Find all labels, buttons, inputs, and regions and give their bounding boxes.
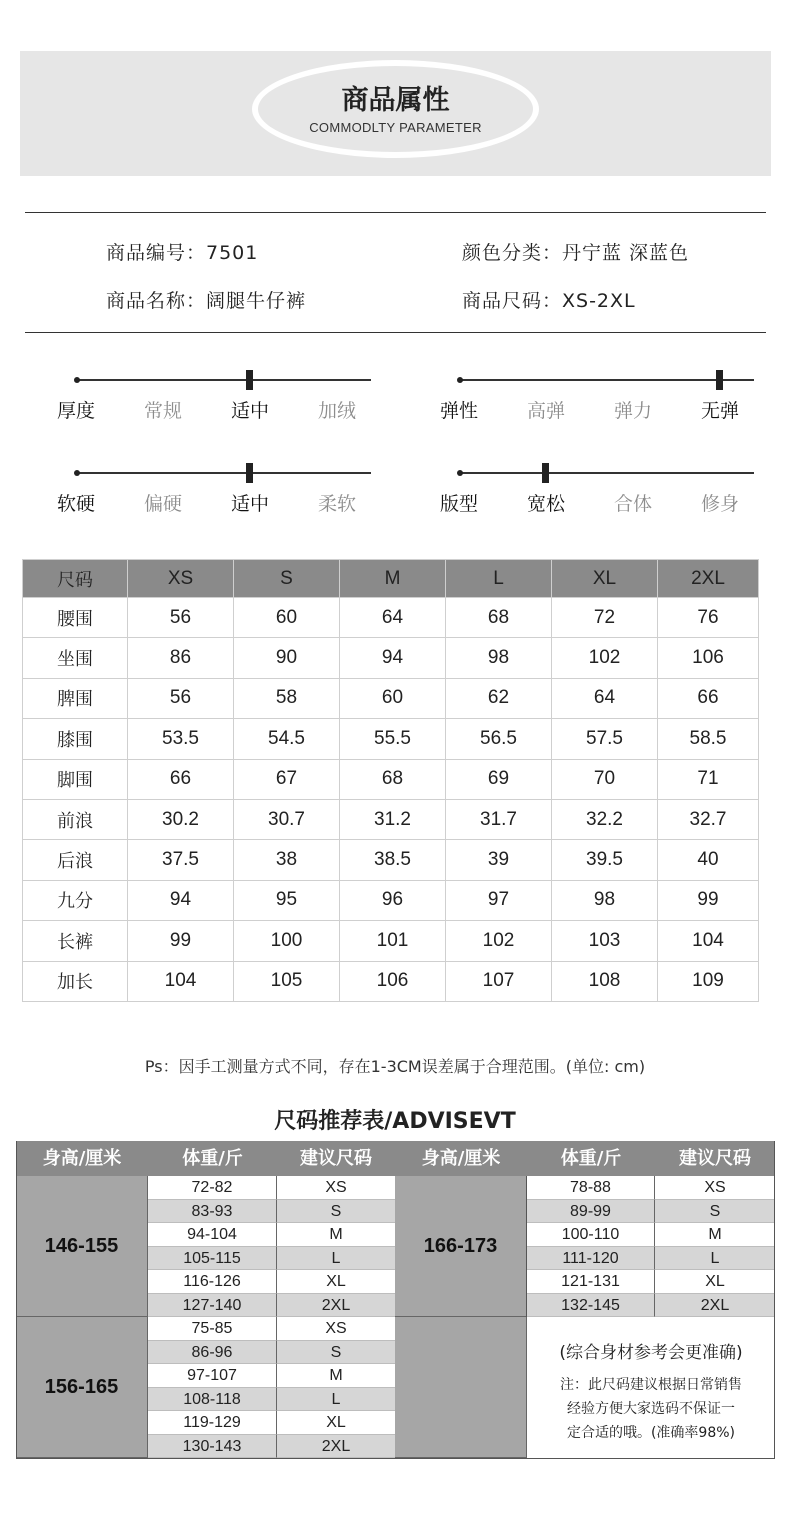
measure-value: 66 [658, 678, 759, 718]
suggested-size: L [277, 1388, 395, 1412]
suggested-size: M [655, 1223, 775, 1247]
suggested-size: 2XL [277, 1294, 395, 1318]
measure-value: 64 [552, 678, 658, 718]
measure-value: 31.2 [340, 799, 446, 839]
measure-value: 64 [340, 598, 446, 638]
measure-value: 40 [658, 840, 759, 880]
measure-value: 99 [658, 880, 759, 920]
weight-range: 100-110 [527, 1223, 655, 1247]
suggested-size: L [277, 1247, 395, 1271]
suggested-size: XS [277, 1317, 395, 1341]
measure-name: 前浪 [23, 799, 128, 839]
scale-option: 柔软 [318, 493, 357, 515]
weight-range: 108-118 [148, 1388, 277, 1412]
size-header-cell: XS [128, 560, 234, 598]
scale-selected-marker [716, 370, 723, 390]
suggested-size: XL [277, 1270, 395, 1294]
measure-value: 106 [340, 961, 446, 1001]
scale-label-name: 软硬 [57, 493, 96, 515]
measure-value: 39.5 [552, 840, 658, 880]
recommend-header-cell: 体重/斤 [527, 1141, 655, 1176]
table-row [23, 799, 759, 839]
measure-value: 102 [446, 921, 552, 961]
measure-value: 67 [234, 759, 340, 799]
scale-option: 宽松 [527, 493, 566, 515]
measure-value: 71 [658, 759, 759, 799]
table-row [23, 678, 759, 718]
scale-selected-marker [246, 463, 253, 483]
scale-option: 合体 [614, 493, 653, 515]
scale-start-dot [457, 470, 463, 476]
scale-selected-marker [542, 463, 549, 483]
size-header-cell: XL [552, 560, 658, 598]
recommend-header-cell: 身高/厘米 [16, 1141, 148, 1176]
scale-label-name: 弹性 [440, 400, 479, 422]
weight-range: 127-140 [148, 1294, 277, 1318]
weight-range: 130-143 [148, 1435, 277, 1459]
divider-bottom [25, 332, 766, 333]
size-header-cell: 2XL [658, 560, 759, 598]
measure-name: 加长 [23, 961, 128, 1001]
weight-range: 119-129 [148, 1411, 277, 1435]
scale-start-dot [457, 377, 463, 383]
measure-value: 54.5 [234, 719, 340, 759]
table-border-mid [526, 1176, 527, 1317]
table-row [23, 880, 759, 920]
weight-range: 94-104 [148, 1223, 277, 1247]
measure-value: 55.5 [340, 719, 446, 759]
table-row [23, 840, 759, 880]
size-header-cell: S [234, 560, 340, 598]
measure-value: 108 [552, 961, 658, 1001]
scale-option: 适中 [231, 400, 270, 422]
suggested-size: M [277, 1223, 395, 1247]
table-border-left [16, 1141, 17, 1459]
measure-value: 95 [234, 880, 340, 920]
recommend-table [16, 1141, 775, 1459]
page-subtitle: COMMODLTY PARAMETER [309, 120, 482, 135]
measure-value: 90 [234, 638, 340, 678]
size-table [22, 559, 759, 1002]
measure-value: 39 [446, 840, 552, 880]
weight-range: 121-131 [527, 1270, 655, 1294]
suggested-size: S [655, 1200, 775, 1224]
scale-option: 弹力 [614, 400, 653, 422]
measure-value: 68 [446, 598, 552, 638]
measure-name: 脚围 [23, 759, 128, 799]
measure-name: 长裤 [23, 921, 128, 961]
table-row [23, 719, 759, 759]
weight-range: 78-88 [527, 1176, 655, 1200]
recommend-title: 尺码推荐表/ADVISEVT [274, 1109, 516, 1134]
recommend-note-line: 定合适的哦。(准确率98%) [566, 1425, 736, 1441]
measure-value: 53.5 [128, 719, 234, 759]
measure-value: 58.5 [658, 719, 759, 759]
scale-start-dot [74, 470, 80, 476]
recommend-note-title: (综合身材参考会更准确) [559, 1343, 743, 1363]
size-header-cell: M [340, 560, 446, 598]
measure-value: 106 [658, 638, 759, 678]
measure-value: 66 [128, 759, 234, 799]
measure-value: 32.7 [658, 799, 759, 839]
scale-option: 高弹 [527, 400, 566, 422]
measure-value: 104 [128, 961, 234, 1001]
recommend-header-cell: 建议尺码 [655, 1141, 775, 1176]
measure-value: 30.2 [128, 799, 234, 839]
suggested-size: M [277, 1364, 395, 1388]
scale-track [76, 472, 371, 474]
measure-value: 60 [340, 678, 446, 718]
measure-value: 38.5 [340, 840, 446, 880]
measure-value: 102 [552, 638, 658, 678]
table-border-right [774, 1141, 775, 1459]
measure-value: 96 [340, 880, 446, 920]
weight-range: 75-85 [148, 1317, 277, 1341]
measure-value: 98 [552, 880, 658, 920]
measure-value: 101 [340, 921, 446, 961]
height-range: 166-173 [395, 1176, 527, 1317]
color-category: 颜色分类：丹宁蓝 深蓝色 [462, 242, 690, 264]
table-row [23, 961, 759, 1001]
measure-name: 脾围 [23, 678, 128, 718]
measure-value: 97 [446, 880, 552, 920]
measure-value: 68 [340, 759, 446, 799]
size-header-cell: L [446, 560, 552, 598]
measure-name: 腰围 [23, 598, 128, 638]
measure-value: 105 [234, 961, 340, 1001]
scale-track [76, 379, 371, 381]
height-range: 146-155 [16, 1176, 148, 1317]
suggested-size: 2XL [655, 1294, 775, 1318]
scale-option: 无弹 [701, 400, 740, 422]
suggested-size: S [277, 1341, 395, 1365]
suggested-size: XS [277, 1176, 395, 1200]
scale-selected-marker [246, 370, 253, 390]
measure-name: 膝围 [23, 719, 128, 759]
weight-range: 83-93 [148, 1200, 277, 1224]
scale-label-name: 厚度 [57, 400, 96, 422]
recommend-note-line: 注：此尺码建议根据日常销售 [560, 1377, 742, 1393]
measure-name: 坐围 [23, 638, 128, 678]
measure-value: 107 [446, 961, 552, 1001]
measure-value: 56 [128, 678, 234, 718]
recommend-header-cell: 身高/厘米 [395, 1141, 527, 1176]
table-border-bottom [16, 1458, 775, 1459]
scale-start-dot [74, 377, 80, 383]
weight-range: 132-145 [527, 1294, 655, 1318]
size-header-cell: 尺码 [23, 560, 128, 598]
item-number: 商品编号：7501 [106, 242, 259, 264]
table-row [23, 921, 759, 961]
weight-range: 97-107 [148, 1364, 277, 1388]
weight-range: 89-99 [527, 1200, 655, 1224]
item-name: 商品名称：阔腿牛仔裤 [106, 290, 307, 312]
measure-name: 九分 [23, 880, 128, 920]
measure-value: 109 [658, 961, 759, 1001]
weight-range: 105-115 [148, 1247, 277, 1271]
measure-value: 37.5 [128, 840, 234, 880]
divider-top [25, 212, 766, 213]
scale-option: 修身 [701, 493, 740, 515]
measure-value: 70 [552, 759, 658, 799]
suggested-size: L [655, 1247, 775, 1271]
recommend-header-cell: 建议尺码 [277, 1141, 395, 1176]
weight-range: 72-82 [148, 1176, 277, 1200]
weight-range: 86-96 [148, 1341, 277, 1365]
scale-track [459, 472, 754, 474]
measure-value: 57.5 [552, 719, 658, 759]
weight-range: 111-120 [527, 1247, 655, 1271]
measure-value: 99 [128, 921, 234, 961]
measure-value: 86 [128, 638, 234, 678]
measure-value: 94 [340, 638, 446, 678]
measure-value: 56.5 [446, 719, 552, 759]
measure-value: 58 [234, 678, 340, 718]
size-table-header [23, 560, 759, 598]
measure-value: 94 [128, 880, 234, 920]
suggested-size: XS [655, 1176, 775, 1200]
measure-value: 32.2 [552, 799, 658, 839]
measurement-note: Ps：因手工测量方式不同，存在1-3CM误差属于合理范围。(单位: cm) [144, 1057, 646, 1076]
suggested-size: 2XL [277, 1435, 395, 1459]
suggested-size: S [277, 1200, 395, 1224]
scale-option: 常规 [144, 400, 183, 422]
measure-name: 后浪 [23, 840, 128, 880]
table-row [23, 638, 759, 678]
measure-value: 56 [128, 598, 234, 638]
measure-value: 98 [446, 638, 552, 678]
suggested-size: XL [277, 1411, 395, 1435]
recommend-note-line: 经验方便大家选码不保证一 [567, 1401, 735, 1417]
measure-value: 31.7 [446, 799, 552, 839]
empty-height-block [395, 1317, 527, 1458]
scale-label-name: 版型 [440, 493, 479, 515]
measure-value: 62 [446, 678, 552, 718]
suggested-size: XL [655, 1270, 775, 1294]
measure-value: 104 [658, 921, 759, 961]
measure-value: 103 [552, 921, 658, 961]
measure-value: 76 [658, 598, 759, 638]
measure-value: 60 [234, 598, 340, 638]
measure-value: 100 [234, 921, 340, 961]
scale-option: 加绒 [318, 400, 357, 422]
height-range: 156-165 [16, 1317, 148, 1458]
scale-option: 偏硬 [144, 493, 183, 515]
recommend-header-cell: 体重/斤 [148, 1141, 277, 1176]
scale-track [459, 379, 754, 381]
page-title: 商品属性 [341, 85, 450, 116]
weight-range: 116-126 [148, 1270, 277, 1294]
table-row [23, 598, 759, 638]
item-size-range: 商品尺码：XS-2XL [462, 290, 636, 312]
measure-value: 72 [552, 598, 658, 638]
table-row [23, 759, 759, 799]
measure-value: 38 [234, 840, 340, 880]
measure-value: 69 [446, 759, 552, 799]
scale-option: 适中 [231, 493, 270, 515]
measure-value: 30.7 [234, 799, 340, 839]
